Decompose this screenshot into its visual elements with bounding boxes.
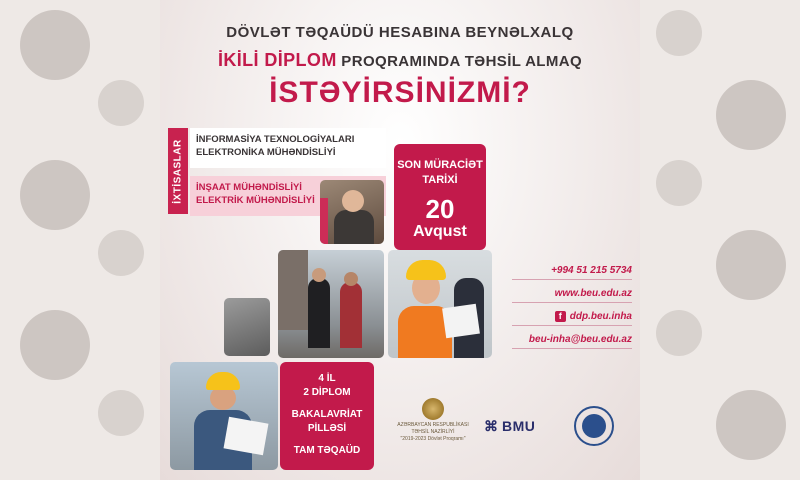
emblem-icon: [422, 398, 444, 420]
specialty-item: İNFORMASİYA TEXNOLOGİYALARI: [196, 134, 355, 145]
headline-line-1: DÖVLƏT TƏQAÜDÜ HESABINA BEYNƏLXALQ: [226, 24, 574, 41]
deadline-day: 20: [425, 194, 455, 224]
photo-female-engineer: [388, 250, 492, 358]
ministry-logo: [394, 398, 472, 443]
contact-website[interactable]: www.beu.edu.az: [512, 285, 632, 303]
bmu-mark-icon: ⌘: [484, 417, 498, 434]
contacts: [512, 262, 632, 354]
headline-line-2-rest: PROQRAMINDA TƏHSİL ALMAQ: [336, 53, 583, 70]
photo-student-desk: [320, 180, 384, 244]
specialty-item: İNŞAAT MÜHƏNDİSLİYİ: [196, 182, 302, 193]
program-box: [280, 362, 374, 470]
headline-line-2: [160, 50, 640, 71]
ministry-program: "2019-2023 Dövlət Proqramı": [400, 436, 466, 442]
inha-university-seal: [574, 406, 614, 446]
specialties-group-1: [190, 128, 386, 168]
bmu-logo-text: BMU: [502, 418, 536, 434]
facebook-handle: ddp.beu.inha: [569, 311, 632, 322]
contact-email[interactable]: beu-inha@beu.edu.az: [512, 331, 632, 349]
program-years: 4 İL: [318, 373, 336, 384]
partner-logos: [388, 398, 632, 458]
deadline-box: [394, 144, 486, 250]
headline-question: İSTƏYİRSİNİZMİ?: [269, 76, 531, 109]
bmu-logo: [484, 414, 568, 438]
photo-construction-worker: [170, 362, 278, 470]
deadline-month: Avqust: [413, 223, 467, 240]
deadline-label-1: SON MÜRACİƏT: [397, 159, 483, 171]
background-left-panel: [0, 0, 160, 480]
program-scholarship: TAM TƏQAÜD: [293, 445, 361, 456]
program-degree-1: BAKALAVRİAT: [291, 409, 363, 420]
contact-phone[interactable]: +994 51 215 5734: [512, 262, 632, 280]
facebook-icon: f: [555, 311, 566, 322]
headline-accent: İKİLİ DİPLOM: [217, 50, 337, 70]
specialty-item: ELEKTRİK MÜHƏNDİSLİYİ: [196, 195, 315, 206]
specialty-item: ELEKTRONİKA MÜHƏNDİSLİYİ: [196, 147, 336, 158]
photo-students-walking: [278, 250, 384, 358]
contact-facebook[interactable]: [512, 308, 632, 326]
program-diplomas: 2 DİPLOM: [303, 387, 351, 398]
program-degree-2: PİLLƏSİ: [307, 423, 347, 434]
ministry-name-1: AZƏRBAYCAN RESPUBLİKASI: [397, 422, 469, 428]
poster: [160, 0, 640, 480]
ministry-name-2: TƏHSİL NAZİRLİYİ: [411, 429, 455, 435]
background-right-panel: [640, 0, 800, 480]
specialties-label-bar: [168, 128, 188, 214]
specialties-label: İXTİSASLAR: [172, 138, 184, 204]
deadline-label-2: TARİXİ: [422, 174, 458, 186]
photo-lab: [224, 298, 270, 356]
